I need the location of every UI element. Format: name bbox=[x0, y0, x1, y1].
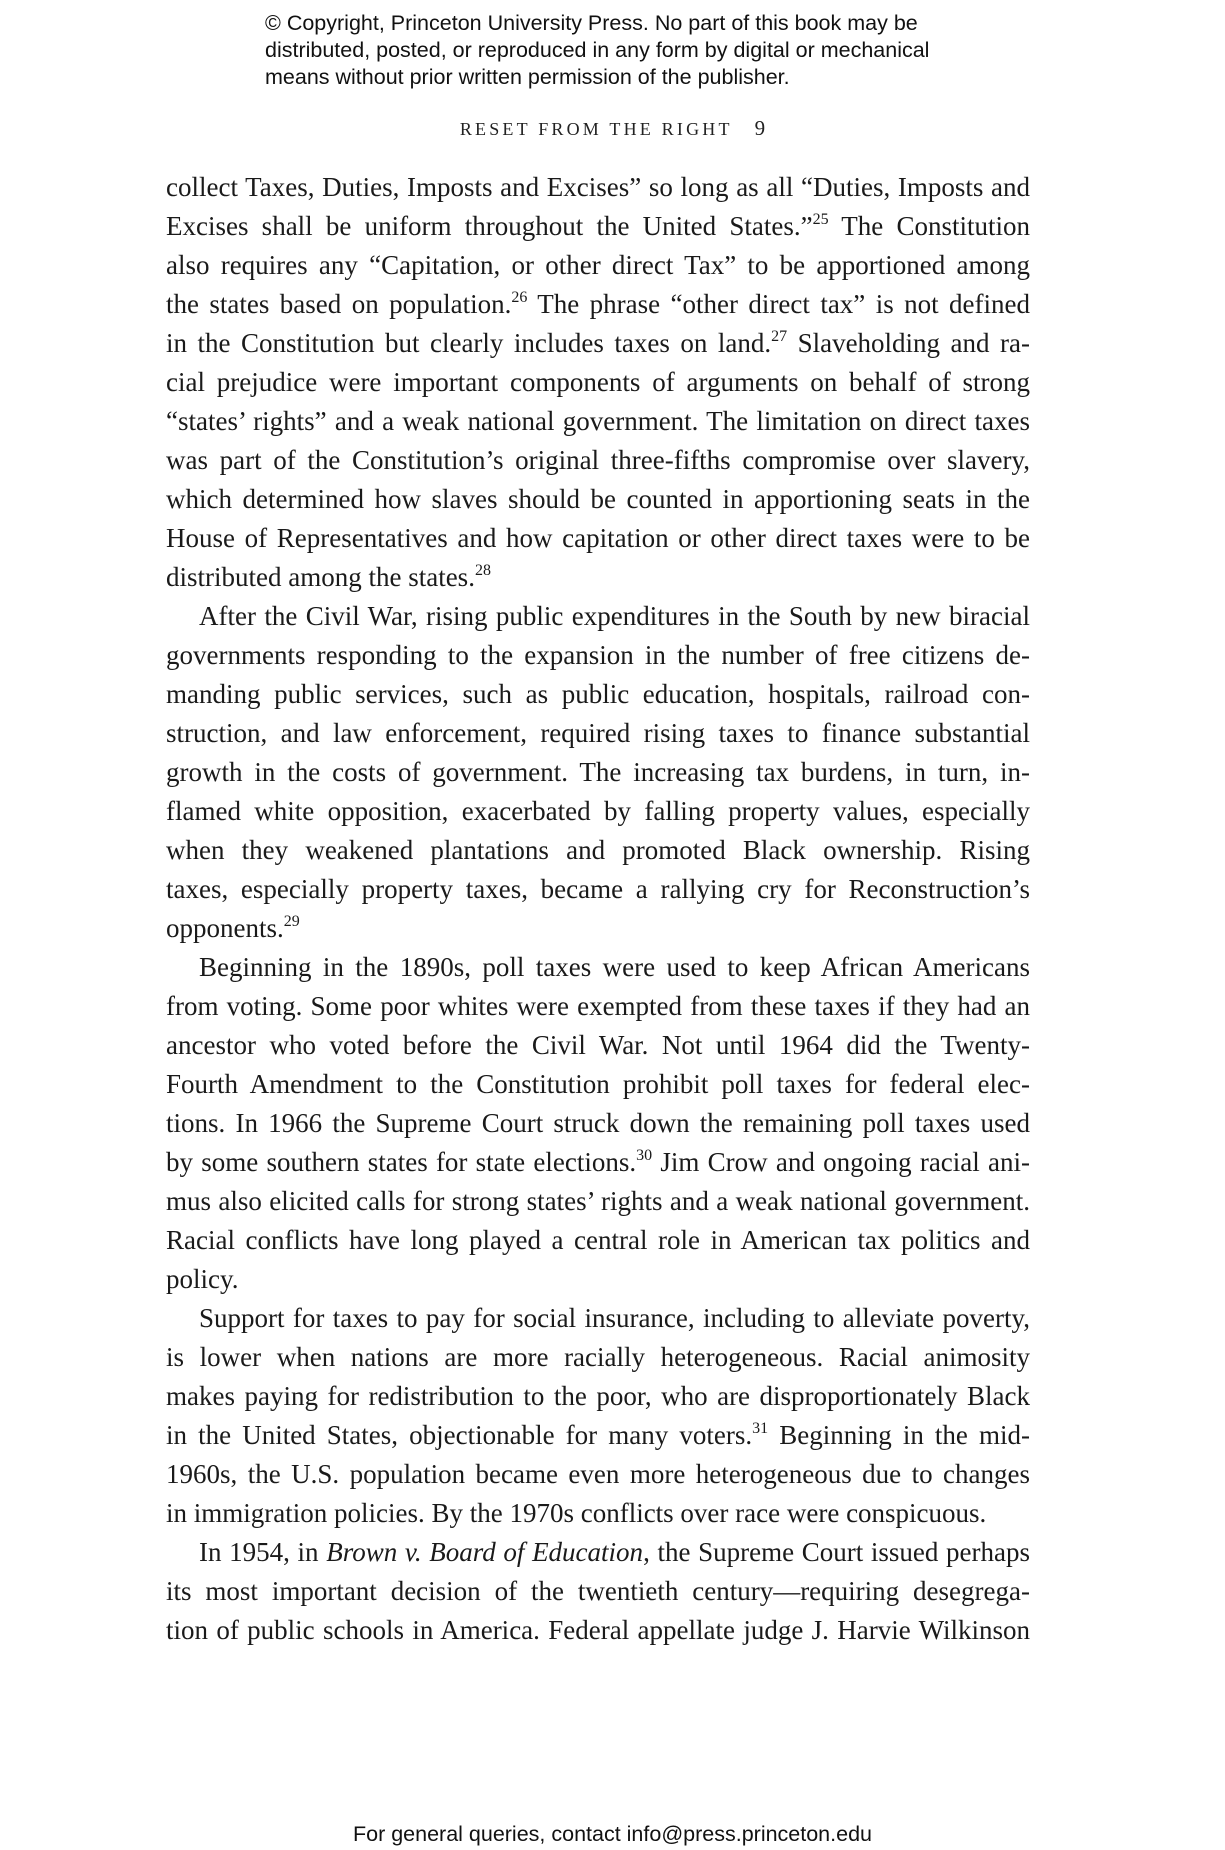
text-run: was part of the Constitution’s original three-fifths compromise over slavery, bbox=[166, 445, 1030, 475]
text-run: which determined how slaves should be counted in apportioning seats in the bbox=[166, 484, 1030, 514]
text-line bbox=[166, 1026, 1030, 1065]
footnote-ref: 27 bbox=[771, 328, 788, 345]
text-line bbox=[166, 1338, 1030, 1377]
text-line bbox=[166, 1065, 1030, 1104]
text-run: from voting. Some poor whites were exempted from these taxes if they had an bbox=[166, 991, 1030, 1021]
text-line bbox=[166, 1455, 1030, 1494]
text-line bbox=[166, 519, 1030, 558]
text-line bbox=[166, 207, 1030, 246]
text-run: struction, and law enforcement, required rising taxes to finance substantial bbox=[166, 718, 1030, 748]
text-line bbox=[166, 909, 1030, 948]
text-line bbox=[166, 324, 1030, 363]
paragraph bbox=[166, 1533, 1030, 1650]
text-run: distributed among the states. bbox=[166, 562, 475, 592]
text-run: Jim Crow and ongoing racial ani- bbox=[652, 1147, 1030, 1177]
text-run: Excises shall be uniform throughout the United States.” bbox=[166, 211, 813, 241]
text-line bbox=[166, 363, 1030, 402]
footer-contact: For general queries, contact info@press.princeton.edu bbox=[352, 1822, 872, 1846]
text-run: the states based on population. bbox=[166, 289, 512, 319]
copyright-notice bbox=[265, 10, 1025, 91]
text-run: opponents. bbox=[166, 913, 284, 943]
text-line bbox=[166, 441, 1030, 480]
copyright-line: distributed, posted, or reproduced in any form by digital or mechanical bbox=[265, 38, 930, 62]
text-run: Beginning in the 1890s, poll taxes were used to keep African Americans bbox=[199, 952, 1030, 982]
text-run: taxes, especially property taxes, became a rallying cry for Reconstruction’s bbox=[166, 874, 1030, 904]
text-line bbox=[166, 870, 1030, 909]
case-name: Brown v. Board of Education bbox=[326, 1537, 644, 1567]
text-line bbox=[166, 480, 1030, 519]
copyright-line: means without prior written permission of the publisher. bbox=[265, 65, 790, 89]
text-line bbox=[166, 1533, 1030, 1572]
text-run: flamed white opposition, exacerbated by falling property values, especially bbox=[166, 796, 1030, 826]
text-line bbox=[166, 168, 1030, 207]
text-line bbox=[166, 402, 1030, 441]
text-run: After the Civil War, rising public expenditures in the South by new biracial bbox=[199, 601, 1030, 631]
footnote-ref: 31 bbox=[752, 1420, 769, 1437]
text-run: House of Representatives and how capitation or other direct taxes were to be bbox=[166, 523, 1030, 553]
paragraph bbox=[166, 1299, 1030, 1533]
text-run: in the United States, objectionable for many voters. bbox=[166, 1420, 753, 1450]
text-run: collect Taxes, Duties, Imposts and Excises” so long as all “Duties, Imposts and bbox=[166, 172, 1030, 202]
text-line bbox=[166, 792, 1030, 831]
text-line bbox=[166, 1143, 1030, 1182]
text-line bbox=[166, 831, 1030, 870]
text-run: Racial conflicts have long played a central role in American tax politics and bbox=[166, 1225, 1030, 1255]
running-head bbox=[0, 116, 1225, 141]
footnote-ref: 26 bbox=[511, 289, 528, 306]
text-run: 1960s, the U.S. population became even more heterogeneous due to changes bbox=[166, 1459, 1030, 1489]
text-line bbox=[166, 675, 1030, 714]
text-line bbox=[166, 987, 1030, 1026]
footnote-ref: 28 bbox=[474, 562, 491, 579]
text-run: ancestor who voted before the Civil War. Not until 1964 did the Twenty- bbox=[166, 1030, 1030, 1060]
copyright-line: © Copyright, Princeton University Press. No part of this book may be bbox=[265, 11, 918, 35]
text-line bbox=[166, 1182, 1030, 1221]
text-run: The Constitution bbox=[828, 211, 1031, 241]
text-run: “states’ rights” and a weak national government. The limitation on direct taxes bbox=[166, 406, 1030, 436]
text-run: also requires any “Capitation, or other direct Tax” to be apportioned among bbox=[166, 250, 1030, 280]
text-run: Fourth Amendment to the Constitution prohibit poll taxes for federal elec- bbox=[166, 1069, 1030, 1099]
text-run: its most important decision of the twentieth century—requiring desegrega- bbox=[166, 1576, 1030, 1606]
text-run: cial prejudice were important components of arguments on behalf of strong bbox=[166, 367, 1030, 397]
text-run: when they weakened plantations and promoted Black ownership. Rising bbox=[166, 835, 1030, 865]
text-line bbox=[166, 1104, 1030, 1143]
paragraph bbox=[166, 948, 1030, 1299]
text-line bbox=[166, 1494, 1030, 1533]
text-line bbox=[166, 558, 1030, 597]
running-head-title: RESET FROM THE RIGHT bbox=[459, 119, 733, 139]
text-run: Slaveholding and ra- bbox=[787, 328, 1030, 358]
text-run: in the Constitution but clearly includes taxes on land. bbox=[166, 328, 772, 358]
text-line bbox=[166, 1572, 1030, 1611]
text-line bbox=[166, 948, 1030, 987]
text-line bbox=[166, 1611, 1030, 1650]
text-run: growth in the costs of government. The increasing tax burdens, in turn, in- bbox=[166, 757, 1030, 787]
text-run: in immigration policies. By the 1970s conflicts over race were conspicuous. bbox=[166, 1498, 987, 1528]
text-line bbox=[166, 597, 1030, 636]
footnote-ref: 30 bbox=[636, 1147, 653, 1164]
text-line bbox=[166, 1299, 1030, 1338]
text-line bbox=[166, 636, 1030, 675]
text-run: tions. In 1966 the Supreme Court struck down the remaining poll taxes used bbox=[166, 1108, 1030, 1138]
text-run: manding public services, such as public education, hospitals, railroad con- bbox=[166, 679, 1030, 709]
text-run: by some southern states for state elections. bbox=[166, 1147, 637, 1177]
text-run: tion of public schools in America. Federal appellate judge J. Harvie Wilkinson bbox=[166, 1615, 1030, 1645]
paragraph bbox=[166, 597, 1030, 948]
text-run: mus also elicited calls for strong states’ rights and a weak national government. bbox=[166, 1186, 1030, 1216]
page-number: 9 bbox=[754, 116, 766, 140]
text-run: governments responding to the expansion in the number of free citizens de- bbox=[166, 640, 1030, 670]
text-line bbox=[166, 246, 1030, 285]
text-line bbox=[166, 714, 1030, 753]
text-run: Beginning in the mid- bbox=[768, 1420, 1031, 1450]
text-line bbox=[166, 1416, 1030, 1455]
text-line bbox=[166, 753, 1030, 792]
text-run: Support for taxes to pay for social insurance, including to alleviate poverty, bbox=[199, 1303, 1030, 1333]
text-run: is lower when nations are more racially heterogeneous. Racial animosity bbox=[166, 1342, 1030, 1372]
paragraph bbox=[166, 168, 1030, 597]
text-run: , the Supreme Court issued perhaps bbox=[643, 1537, 1031, 1567]
text-run: policy. bbox=[166, 1264, 239, 1294]
body-text bbox=[166, 168, 1030, 1650]
footnote-ref: 29 bbox=[283, 913, 300, 930]
text-run: In 1954, in bbox=[199, 1537, 327, 1567]
text-line bbox=[166, 1377, 1030, 1416]
text-run: makes paying for redistribution to the poor, who are disproportionately Black bbox=[166, 1381, 1030, 1411]
text-line bbox=[166, 1260, 1030, 1299]
text-line bbox=[166, 285, 1030, 324]
text-line bbox=[166, 1221, 1030, 1260]
text-run: The phrase “other direct tax” is not defined bbox=[527, 289, 1030, 319]
footnote-ref: 25 bbox=[812, 211, 829, 228]
